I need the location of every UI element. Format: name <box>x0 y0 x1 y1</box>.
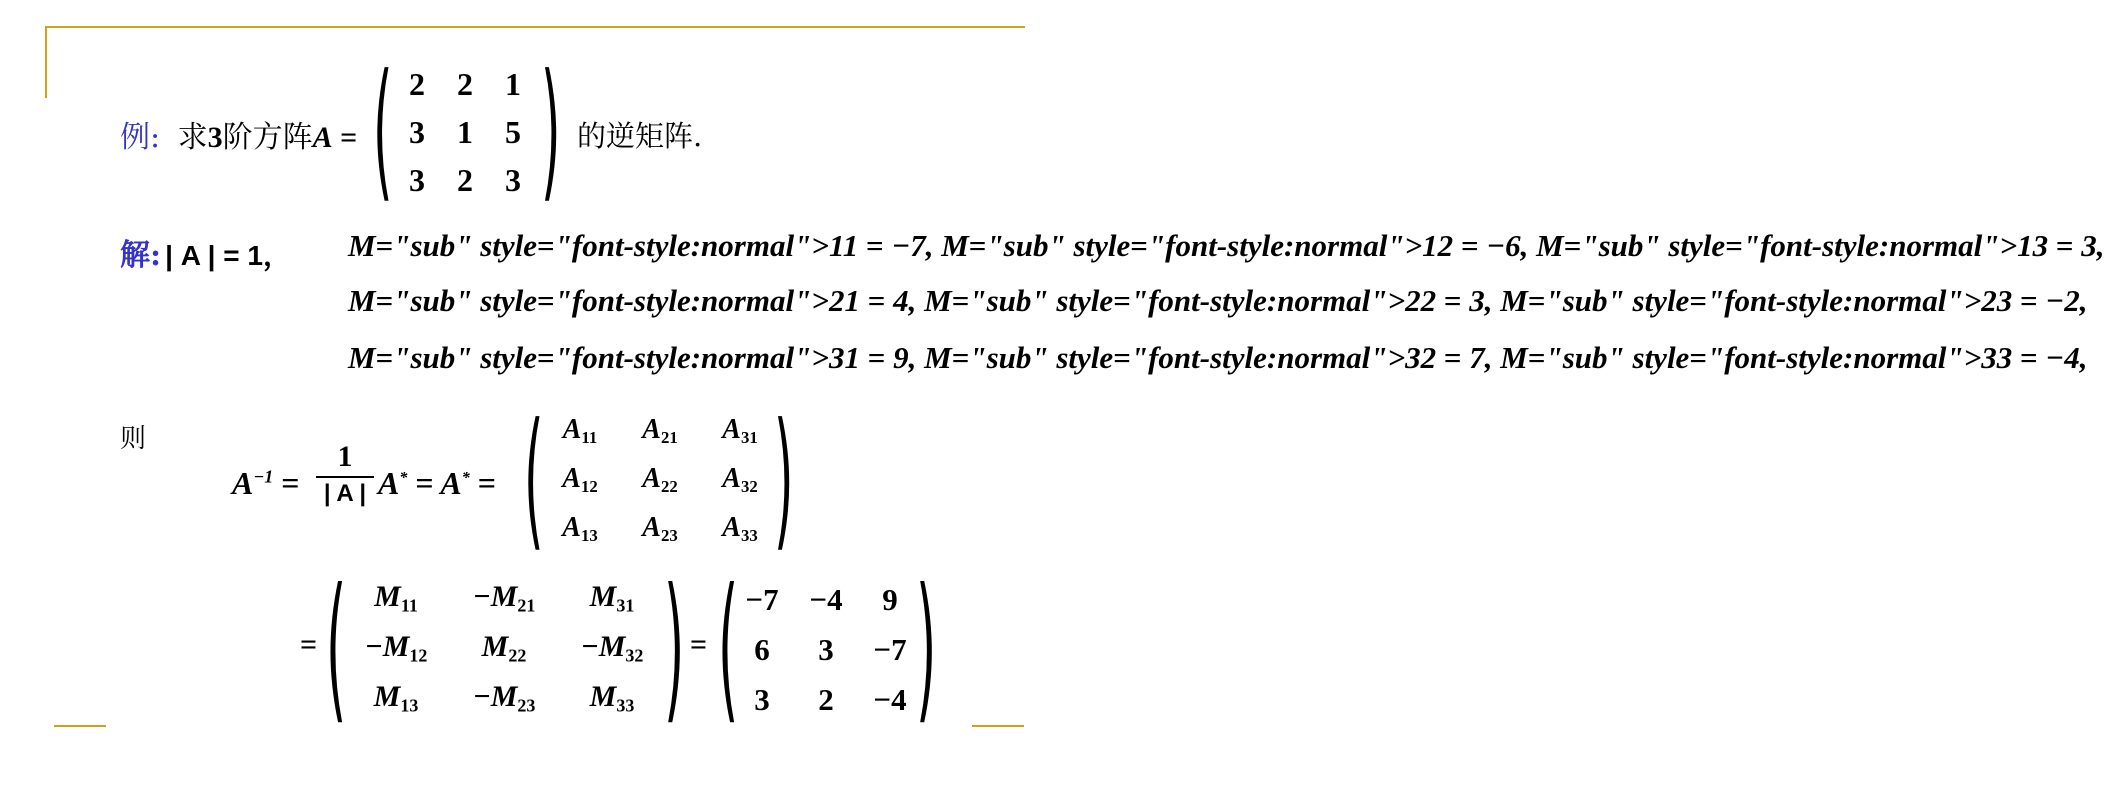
result-matrix-cell: −7 <box>873 632 907 667</box>
adj-matrix-cell: $A_{23}$ <box>642 512 678 546</box>
left-paren: ( <box>373 43 393 217</box>
minor-matrix-cell: $M_{11}$ <box>374 580 418 616</box>
minor-left-paren: ( <box>326 558 347 741</box>
final-equals-1: = <box>300 628 318 661</box>
bottom-rule-left <box>54 725 106 727</box>
example-line <box>120 112 357 156</box>
example-matrix-cell: 3 <box>409 114 425 150</box>
solution-line-1 <box>120 230 291 274</box>
matrix-name: A <box>312 121 333 154</box>
example-matrix-cell: 2 <box>409 66 425 102</box>
minor-matrix-cell: $M_{33}$ <box>589 680 635 716</box>
bottom-rule-right <box>972 725 1024 727</box>
final-equals-2: = <box>690 628 708 661</box>
minor-row-1: M="sub" style="font-style:normal">11 = −7, M="sub" style="font-style:normal">12 = −6, M="sub" style="font-style:normal">13 = 3, <box>348 228 2105 263</box>
minor-row-2: M="sub" style="font-style:normal">21 = 4, M="sub" style="font-style:normal">22 = 3, M="sub" style="font-style:normal">23 = −2, <box>348 283 2088 318</box>
result-matrix-cell: 6 <box>754 632 770 667</box>
minor-matrix-cell: $M_{31}$ <box>589 580 635 616</box>
example-matrix-cell: 3 <box>409 162 425 198</box>
minor-right-paren: ) <box>664 558 685 741</box>
minor-matrix-cell: $-M_{23}$ <box>472 680 536 716</box>
example-matrix-cell: 2 <box>457 66 473 102</box>
example-matrix-cell: 3 <box>505 162 521 198</box>
adj-matrix-cell: $A_{21}$ <box>642 414 678 448</box>
result-matrix-cell: 9 <box>882 582 898 617</box>
result-matrix-cell: −4 <box>873 682 907 717</box>
determinant: | A | = 1， <box>165 240 291 271</box>
adj-left-paren: ( <box>524 392 544 566</box>
minor-matrix-cell: $M_{22}$ <box>481 630 527 666</box>
result-matrix-cell: 3 <box>754 682 770 717</box>
result-matrix-cell: 3 <box>818 632 834 667</box>
example-suffix: 的逆矩阵. <box>577 119 703 153</box>
example-order: 3 <box>207 121 223 154</box>
example-matrix-cell: 1 <box>505 66 521 102</box>
then-label: 则 <box>120 424 147 454</box>
right-paren: ) <box>541 43 561 217</box>
adj-matrix-cell: $A_{13}$ <box>562 512 598 546</box>
minor-matrix-cell: $-M_{32}$ <box>580 630 644 666</box>
inverse-exponent: −1 <box>253 466 274 487</box>
result-matrix-cell: −4 <box>809 582 843 617</box>
adj-matrix-cell: $A_{33}$ <box>722 512 758 546</box>
result-right-paren: ) <box>916 558 937 741</box>
result-matrix-cell: −7 <box>745 582 779 617</box>
fraction <box>316 440 374 508</box>
example-prefix: 求 <box>177 120 208 155</box>
fraction-numerator: 1 <box>337 440 353 473</box>
minor-row-3: M="sub" style="font-style:normal">31 = 9, M="sub" style="font-style:normal">32 = 7, M="sub" style="font-style:normal">33 = −4, <box>348 340 2088 375</box>
inverse-symbol: A <box>232 465 254 501</box>
example-matrix-cell: 5 <box>505 114 521 150</box>
fraction-denominator: | A | <box>323 480 367 507</box>
example-label: 例: <box>120 120 161 155</box>
fraction-bar <box>316 476 374 478</box>
result-left-paren: ( <box>718 558 739 741</box>
adj-matrix-cell: $A_{31}$ <box>722 414 758 448</box>
example-matrix-cell: 2 <box>457 162 473 198</box>
result-matrix-cell: 2 <box>818 682 834 717</box>
adj-right-paren: ) <box>774 392 794 566</box>
solution-label: 解: <box>120 238 162 273</box>
minor-matrix-cell: $-M_{12}$ <box>364 630 428 666</box>
minor-matrix-cell: $-M_{21}$ <box>472 580 536 616</box>
adj-matrix-cell: $A_{22}$ <box>642 463 678 497</box>
example-matrix-cell: 1 <box>457 114 473 150</box>
left-rule <box>45 26 47 98</box>
adj-matrix-cell: $A_{12}$ <box>562 463 598 497</box>
inverse-lhs: $A^{-1}$ = <box>232 465 300 501</box>
adj-matrix-cell: $A_{11}$ <box>562 414 598 448</box>
example-equals: = <box>340 121 358 154</box>
top-rule <box>45 26 1025 28</box>
adjugate-expression: A* = A* = <box>378 465 496 501</box>
adj-matrix-cell: $A_{32}$ <box>722 463 758 497</box>
minor-matrix-cell: $M_{13}$ <box>373 680 419 716</box>
example-prefix2: 阶方阵 <box>222 120 313 155</box>
